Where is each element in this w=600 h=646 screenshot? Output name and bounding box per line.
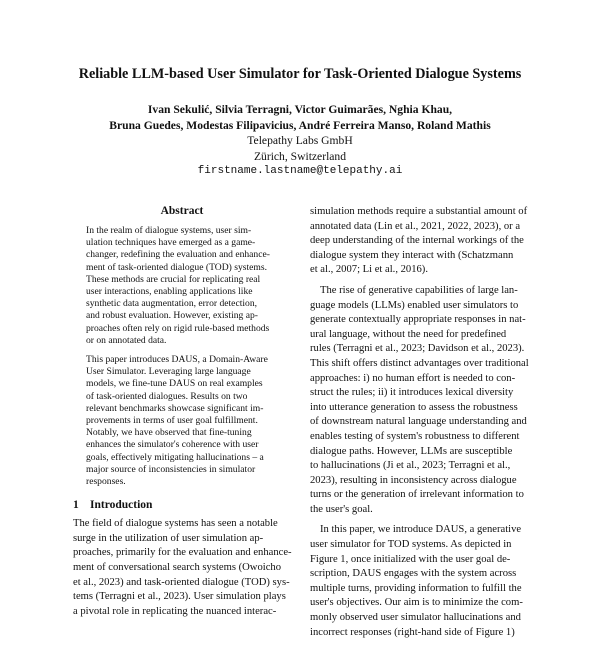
right-paragraph-2: The rise of generative capabilities of large lan- guage models (LLMs) enabled user simulators to generate contextually appropriate responses in nat- ural language, without the need for predefined rules (Terragni et al., 2023; Davidson et al., 2023). This shift offers distinct advantages over traditional approaches: i) no human effort is needed to con- struct the rules; ii) it introduces lexical diversity into utterance generation to assess the robustness of downstream natural language understanding and enables testing of system's robustness to different dialogue paths. However, LLMs are susceptible to hallucinations (Ji et al., 2023; Terragni et al., 2023), resulting in inconsistency across dialogue turns or the generation of irrelevant information to the user's goal.: [310, 284, 529, 515]
introduction-body: [73, 517, 291, 619]
paper-title: Reliable LLM-based User Simulator for Task-Oriented Dialogue Systems: [78, 66, 522, 82]
author-list: [0, 102, 600, 133]
author-line-2: Bruna Guedes, Modestas Filipavicius, André Ferreira Manso, Roland Mathis: [109, 118, 491, 132]
author-line-1: Ivan Sekulić, Silvia Terragni, Victor Guimarães, Nghia Khau,: [147, 103, 453, 116]
right-paragraph-1: simulation methods require a substantial amount of annotated data (Lin et al., 2021, 2022, 2023), or a deep understanding of the internal workings of the dialogue system they interact with (Schatzmann et al., 2007; Li et al., 2016).: [310, 206, 528, 276]
right-paragraph-3: In this paper, we introduce DAUS, a generative user simulator for TOD systems. As depicted in Figure 1, once initialized with the user goal de- scription, DAUS engages with the system across multiple turns, providing information to fulfill the user's objectives. Our aim is to minimize the com- monly observed user simulator hallucinations and incorrect responses (right-hand side of Figure 1): [310, 524, 523, 638]
affiliation-location: Zürich, Switzerland: [253, 149, 347, 163]
abstract-heading: Abstract: [160, 205, 204, 217]
left-column: [73, 205, 291, 619]
intro-paragraph-1: The field of dialogue systems has seen a notable surge in the utilization of user simulation ap- proaches, primarily for the evaluation and enhance- ment of conversational search systems (Owoicho et al., 2023) and task-oriented dialogue (TOD) sys- tems (Terragni et al., 2023). User simulation plays a pivotal role in replicating the nuanced interac-: [73, 518, 292, 617]
right-column: [310, 205, 528, 646]
affiliation: [0, 133, 600, 180]
section-number: 1: [73, 499, 79, 512]
affiliation-org: Telepathy Labs GmbH: [247, 134, 353, 147]
abstract-paragraph-2: This paper introduces DAUS, a Domain-Aware User Simulator. Leveraging large language models, we fine-tune DAUS on real examples of task-oriented dialogues. Results on two relevant benchmarks showcase significant im- provements in terms of user goal fulfillment. Notably, we have observed that fine-tuning enhances the simulator's coherence with user goals, effectively mitigating hallucinations – a major source of inconsistencies in simulator responses.: [86, 354, 268, 488]
section-title: Introduction: [90, 499, 153, 512]
abstract-body: [73, 225, 291, 488]
abstract-paragraph-1: In the realm of dialogue systems, user sim- ulation techniques have emerged as a game- changer, redefining the evaluation and enhance- ment of task-oriented dialogue (TOD) systems. These methods are crucial for replicating real user interactions, enabling applications like synthetic data augmentation, error detection, and robust evaluation. However, existing ap- proaches often rely on rigid rule-based methods or on annotated data.: [86, 225, 270, 346]
author-email: firstname.lastname@telepathy.ai: [197, 165, 403, 177]
section-heading-introduction: [73, 499, 291, 511]
